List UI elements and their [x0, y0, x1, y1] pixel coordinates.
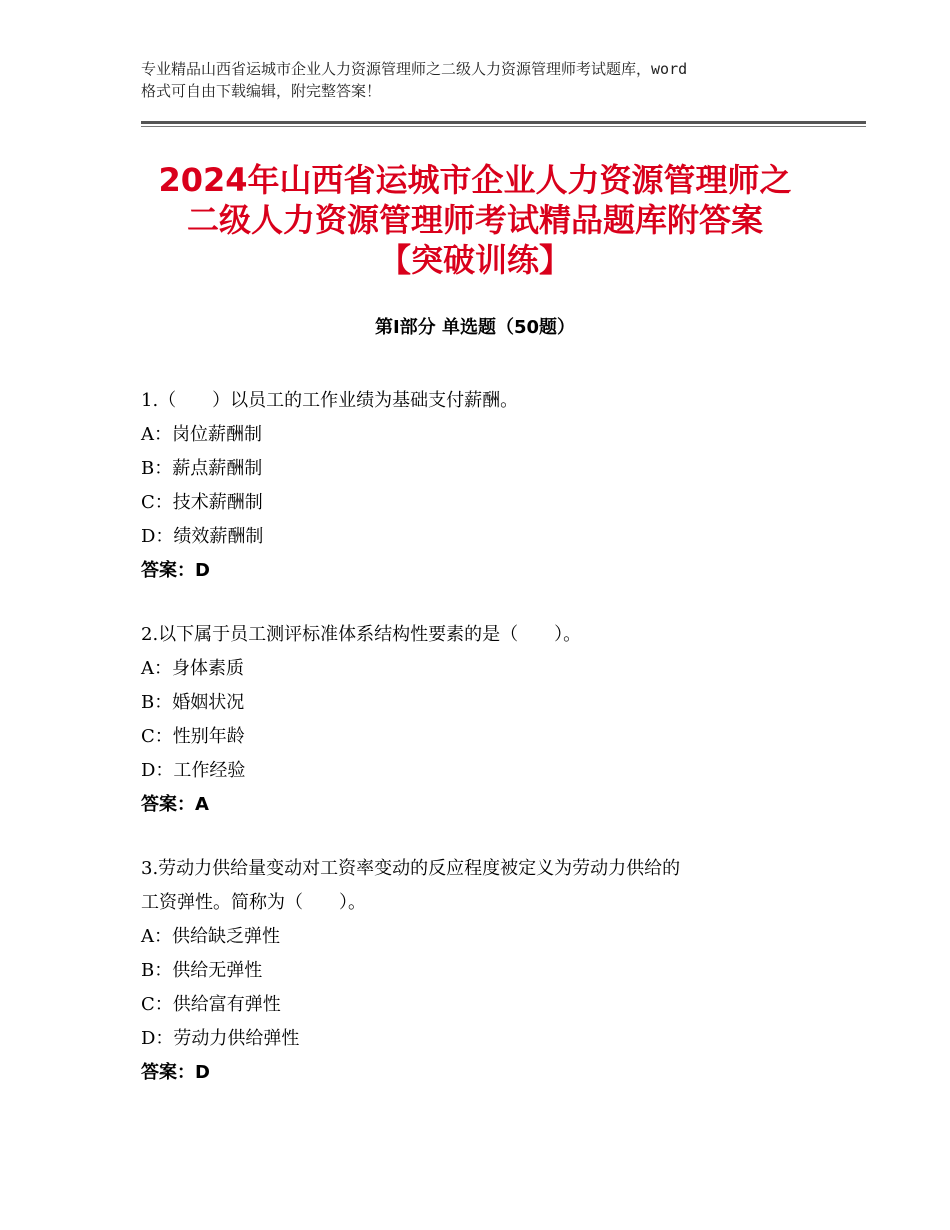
header-note-line2: 格式可自由下载编辑，附完整答案！ — [141, 82, 382, 100]
option-b: B：薪点薪酬制 — [141, 458, 263, 479]
question-2 — [141, 618, 821, 822]
option-a: A：岗位薪酬制 — [141, 424, 262, 445]
header-divider-thick — [141, 121, 866, 124]
header-note — [141, 58, 841, 102]
option-c: C：供给富有弹性 — [141, 994, 281, 1015]
option-a: A：供给缺乏弹性 — [141, 926, 280, 947]
option-d: D：工作经验 — [141, 760, 246, 781]
question-stem-line2: 工资弹性。简称为（ ）。 — [141, 892, 366, 913]
header-divider-thin — [141, 126, 866, 127]
header-divider — [141, 121, 866, 127]
answer: 答案：D — [141, 1062, 210, 1083]
option-a: A：身体素质 — [141, 658, 244, 679]
option-d: D：绩效薪酬制 — [141, 526, 264, 547]
option-c: C：技术薪酬制 — [141, 492, 263, 513]
option-c: C：性别年龄 — [141, 726, 245, 747]
question-stem-line1: 3.劳动力供给量变动对工资率变动的反应程度被定义为劳动力供给的 — [141, 858, 681, 879]
document-title — [100, 160, 850, 280]
option-b: B：供给无弹性 — [141, 960, 263, 981]
option-d: D：劳动力供给弹性 — [141, 1028, 300, 1049]
question-stem: 2.以下属于员工测评标准体系结构性要素的是（ ）。 — [141, 624, 582, 645]
document-title-line3: 【突破训练】 — [378, 241, 571, 279]
option-b: B：婚姻状况 — [141, 692, 245, 713]
header-note-line1: 专业精品山西省运城市企业人力资源管理师之二级人力资源管理师考试题库，word — [141, 60, 688, 78]
question-list — [141, 384, 821, 1120]
question-3 — [141, 852, 821, 1090]
section-title: 第Ⅰ部分 单选题（50题） — [374, 317, 575, 338]
question-1 — [141, 384, 821, 588]
answer: 答案：D — [141, 560, 210, 581]
question-stem: 1.（ ）以员工的工作业绩为基础支付薪酬。 — [141, 390, 519, 411]
document-title-line2: 二级人力资源管理师考试精品题库附答案 — [186, 201, 763, 239]
answer: 答案：A — [141, 794, 209, 815]
document-title-line1: 2024年山西省运城市企业人力资源管理师之 — [158, 161, 792, 199]
